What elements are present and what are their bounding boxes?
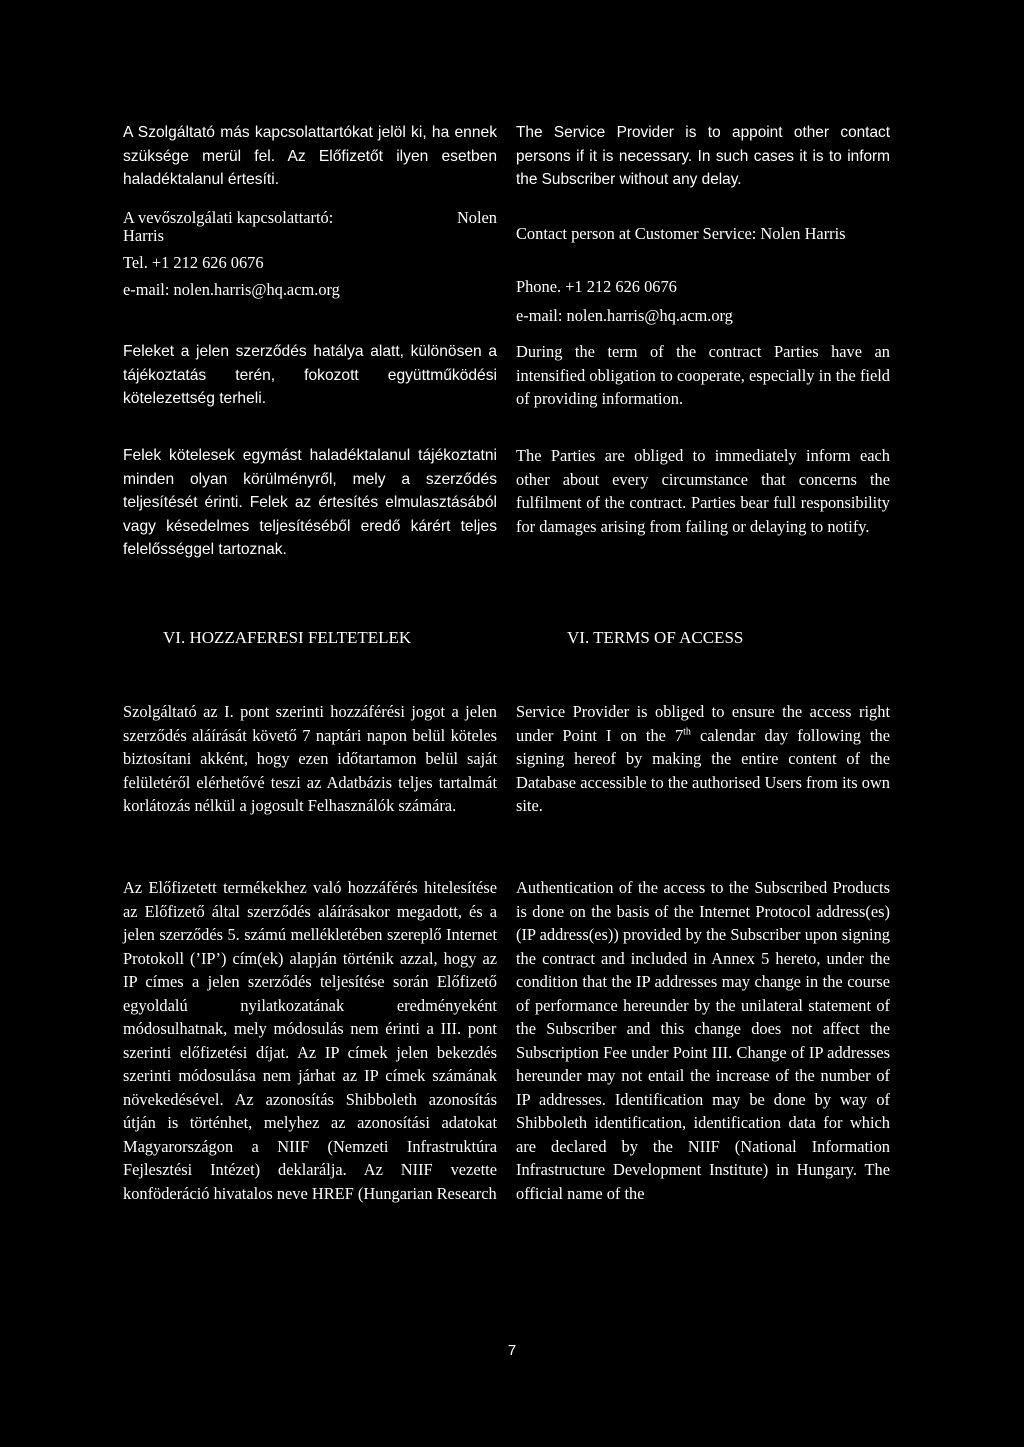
hu-section-heading: VI. HOZZAFERESI FELTETELEK — [163, 628, 412, 647]
en-access-paragraph — [516, 700, 890, 818]
hu-contact-intro: A Szolgáltató más kapcsolattartókat jelöl ki, ha ennek szüksége merül fel. Az Előfizetőt ilyen esetben haladéktalanul értesíti. — [123, 124, 497, 188]
en-section-heading: VI. TERMS OF ACCESS — [567, 628, 744, 647]
hu-contact-name-last: Harris — [123, 226, 164, 245]
hu-contact-label: A vevőszolgálati kapcsolattartó: — [123, 208, 334, 227]
en-contact-person: Contact person at Customer Service: Nolen Harris — [516, 224, 846, 243]
en-phone: Phone. +1 212 626 0676 — [516, 277, 677, 296]
hu-cooperation-paragraph: Feleket a jelen szerződés hatálya alatt, különösen a tájékoztatás terén, fokozott együttműködési kötelezettség terheli. — [123, 343, 497, 407]
hu-authentication-paragraph: Az Előfizetett termékekhez való hozzáférés hitelesítése az Előfizető által szerződés aláírásakor megadott, és a jelen szerződés 5. számú mellékletében szereplő Internet Protokoll (’IP’) cím(ek) alapján történik azzal, hogy az IP címes a jelen szerződés teljesítése során Előfizető egyoldalú nyilatkozatának eredményeként módosulhatnak, mely módosulás nem érinti a III. pont szerinti előfizetési díjat. Az IP címek jelen bekezdés szerinti módosulása nem járhat az IP címek számának növekedésével. Az azonosítás Shibboleth azonosítás útján is történhet, melyhez az azonosítási adatokat Magyarországon a NIIF (Nemzeti Infrastruktúra Fejlesztési Intézet) deklarálja. Az NIIF vezette konföderáció hivatalos neve HREF (Hungarian Research — [123, 878, 497, 1203]
hu-notify-paragraph: Felek kötelesek egymást haladéktalanul tájékoztatni minden olyan körülményről, mely a szerződés teljesítését érinti. Felek az értesítés elmulasztásából vagy késedelmes teljesítéséből eredő kárért teljes felelősséggel tartoznak. — [123, 447, 497, 558]
hu-contact-name-first: Nolen — [456, 208, 497, 227]
en-email: e-mail: nolen.harris@hq.acm.org — [516, 306, 733, 325]
en-access-text-before: Service Provider is obliged to ensure the access right under Point I on the 7 — [516, 702, 890, 745]
en-authentication-paragraph: Authentication of the access to the Subscribed Products is done on the basis of the Internet Protocol address(es) (IP address(es)) provided by the Subscriber upon signing the contract and included in Annex 5 hereto, under the condition that the IP addresses may change in the course of performance hereunder by the unilateral statement of the Subscriber and this change does not affect the Subscription Fee under Point III. Change of IP addresses hereunder may not entail the increase of the number of IP addresses. Identification may be done by way of Shibboleth identification, identification data for which are declared by the NIIF (National Information Infrastructure Development Institute) in Hungary. The official name of the — [516, 878, 890, 1203]
page-number: 7 — [507, 1342, 517, 1359]
hu-access-paragraph: Szolgáltató az I. pont szerinti hozzáférési jogot a jelen szerződés aláírását követő 7 naptári napon belül köteles biztosítani akként, hogy ezen időtartamon belül saját felületéről elérhetővé teszi az Adatbázis teljes tartalmát korlátozás nélkül a jogosult Felhasználók számára. — [123, 702, 497, 815]
en-access-text-after: calendar day following the signing hereof by making the entire content of the Database accessible to the authorised Users from its own site. — [516, 725, 890, 815]
en-access-superscript: th — [683, 726, 691, 738]
en-cooperation-paragraph: During the term of the contract Parties have an intensified obligation to cooperate, especially in the field of providing information. — [516, 342, 890, 408]
hu-phone: Tel. +1 212 626 0676 — [123, 253, 264, 272]
en-contact-intro: The Service Provider is to appoint other contact persons if it is necessary. In such cases it is to inform the Subscriber without any delay. — [516, 124, 890, 188]
hu-email: e-mail: nolen.harris@hq.acm.org — [123, 280, 340, 299]
en-notify-paragraph: The Parties are obliged to immediately inform each other about every circumstance that concerns the fulfilment of the contract. Parties bear full responsibility for damages arising from failing or delaying to notify. — [516, 446, 890, 536]
